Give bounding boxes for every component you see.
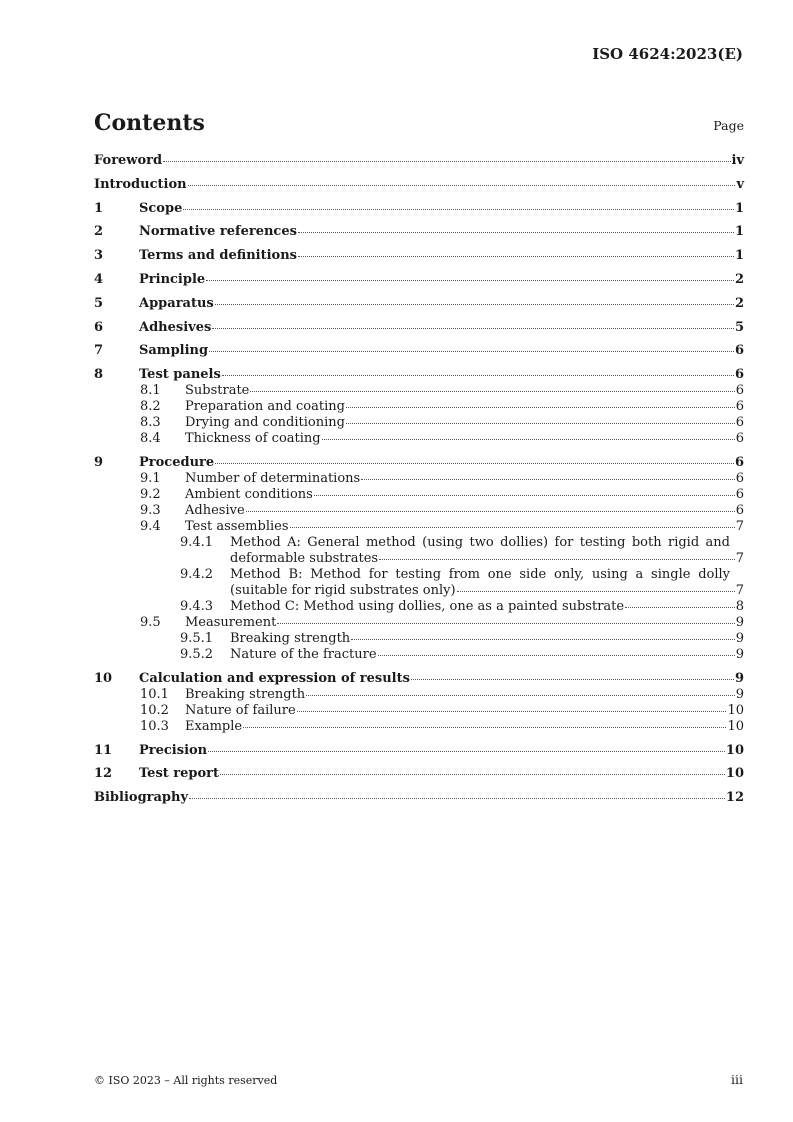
toc-entry[interactable] <box>94 687 744 703</box>
toc-entry-page: 10 <box>727 718 744 734</box>
toc-entry-page: 12 <box>725 790 744 806</box>
toc-entry-text <box>94 153 744 169</box>
toc-entry-number: 9.5.2 <box>180 646 214 662</box>
toc-entry-line2 <box>230 583 744 599</box>
toc-entry-page: 7 <box>735 582 744 598</box>
toc-entry[interactable] <box>94 367 744 383</box>
toc-entry-text <box>185 503 744 519</box>
toc-entry-label: Ambient conditions <box>185 486 313 502</box>
toc-entry-page: 10 <box>725 766 744 782</box>
toc-entry-page: 6 <box>735 502 744 518</box>
toc-entry-label: Drying and conditioning <box>185 415 345 431</box>
toc-entry-label: Test report <box>139 766 220 782</box>
toc-entry-label: Nature of failure <box>185 702 296 718</box>
toc-entry[interactable] <box>94 719 744 735</box>
toc-entry-text <box>139 766 744 782</box>
toc-entry-number: 9.1 <box>140 470 161 486</box>
toc-entry-page: 6 <box>735 431 744 447</box>
toc-entry-page: 6 <box>735 486 744 502</box>
dot-leader <box>208 751 725 752</box>
dot-leader <box>378 655 735 656</box>
dot-leader <box>298 256 734 257</box>
toc-entry[interactable] <box>94 455 744 471</box>
toc-entry-number: 6 <box>94 319 104 335</box>
toc-entry-text <box>185 431 744 447</box>
toc-entry-page: 8 <box>735 598 744 614</box>
toc-entry-page: 1 <box>734 200 744 216</box>
toc-entry-text <box>139 343 744 359</box>
dot-leader <box>277 623 734 624</box>
dot-leader <box>457 591 735 592</box>
toc-entry[interactable] <box>94 248 744 264</box>
dot-leader <box>243 727 726 728</box>
toc-entry[interactable] <box>94 535 744 567</box>
toc-entry-number: 7 <box>94 343 104 359</box>
toc-entry-number: 9 <box>94 454 104 470</box>
toc-entry-label: Test assemblies <box>185 518 289 534</box>
toc-entry[interactable] <box>94 703 744 719</box>
dot-leader <box>411 679 734 680</box>
toc-entry[interactable] <box>94 647 744 663</box>
toc-entry-number: 10.3 <box>140 718 169 734</box>
toc-entry-line2 <box>230 551 744 567</box>
toc-entry-page: 10 <box>725 742 744 758</box>
toc-entry[interactable] <box>94 320 744 336</box>
toc-entry[interactable] <box>94 567 744 599</box>
toc-entry-label: Precision <box>139 742 208 758</box>
toc-entry-number: 8.2 <box>140 399 161 415</box>
toc-entry[interactable] <box>94 383 744 399</box>
toc-entry-number: 10.1 <box>140 686 169 702</box>
toc-entry-text <box>185 519 744 535</box>
toc-entry-number: 9.4.1 <box>180 534 214 550</box>
toc-entry-text <box>185 687 744 703</box>
toc-entry-label: Substrate <box>185 383 250 399</box>
toc-entry-number: 9.2 <box>140 486 161 502</box>
toc-entry[interactable] <box>94 296 744 312</box>
toc-entry[interactable] <box>94 343 744 359</box>
toc-entry[interactable] <box>94 519 744 535</box>
toc-entry-text <box>139 248 744 264</box>
toc-entry-text <box>139 320 744 336</box>
toc-entry[interactable] <box>94 272 744 288</box>
toc-entry-text <box>230 535 744 567</box>
toc-entry-text <box>230 599 744 615</box>
toc-entry-label: Breaking strength <box>230 630 351 646</box>
toc-entry-label: Principle <box>139 271 206 287</box>
toc-entry-text <box>185 471 744 487</box>
dot-leader <box>212 328 734 329</box>
toc-entry-text <box>94 790 744 806</box>
toc-entry-label-continued: deformable substrates <box>230 550 379 566</box>
toc-entry-page: 9 <box>735 646 744 662</box>
toc-entry[interactable] <box>94 487 744 503</box>
toc-entry-label: Scope <box>139 200 183 216</box>
toc-entry-text <box>185 487 744 503</box>
dot-leader <box>314 495 735 496</box>
toc-entry[interactable] <box>94 766 744 782</box>
toc-entry-label: Method B: Method for testing from one side only, using a single dolly <box>230 566 730 582</box>
toc-entry-text <box>185 415 744 431</box>
toc-entry-text <box>185 615 744 631</box>
toc-entry-page: 9 <box>734 670 744 686</box>
dot-leader <box>206 280 734 281</box>
document-id: ISO 4624:2023(E) <box>592 45 743 63</box>
toc-entry-label: Calculation and expression of results <box>139 670 410 686</box>
toc-entry[interactable] <box>94 431 744 447</box>
toc-entry[interactable] <box>94 471 744 487</box>
dot-leader <box>322 439 735 440</box>
toc-entry-page: 6 <box>735 383 744 399</box>
toc-entry-label: Procedure <box>139 454 215 470</box>
dot-leader <box>215 304 734 305</box>
dot-leader <box>346 423 735 424</box>
toc-entry-number: 5 <box>94 295 104 311</box>
dot-leader <box>163 161 730 162</box>
toc-entry-number: 9.4.3 <box>180 598 214 614</box>
toc-entry-page: 5 <box>734 319 744 335</box>
toc-entry-label: Example <box>185 718 243 734</box>
toc-entry-page: 6 <box>734 454 744 470</box>
toc-entry-text <box>139 743 744 759</box>
toc-entry-page: 9 <box>735 614 744 630</box>
toc-entry[interactable] <box>94 743 744 759</box>
toc-entry-text <box>185 703 744 719</box>
toc-entry-text <box>139 296 744 312</box>
toc-entry-number: 9.3 <box>140 502 161 518</box>
toc-entry[interactable] <box>94 201 744 217</box>
toc-entry-label: Introduction <box>94 176 187 192</box>
toc-entry-text <box>139 671 744 687</box>
toc-entry[interactable] <box>94 177 744 193</box>
toc-entry-page: 6 <box>735 415 744 431</box>
dot-leader <box>183 209 734 210</box>
toc-entry-page: iv <box>731 153 744 168</box>
toc-entry[interactable] <box>94 615 744 631</box>
toc-entry-label-continued: (suitable for rigid substrates only) <box>230 582 456 598</box>
toc-entry-page: 9 <box>735 686 744 702</box>
toc-entry-number: 9.4 <box>140 518 161 534</box>
toc-entry-number: 8.1 <box>140 383 161 399</box>
toc-entry-page: 2 <box>734 271 744 287</box>
toc-entry-text <box>230 647 744 663</box>
dot-leader <box>222 375 734 376</box>
toc-entry-number: 4 <box>94 271 104 287</box>
table-of-contents <box>94 153 744 806</box>
toc-entry-label: Test panels <box>139 367 221 383</box>
toc-entry[interactable] <box>94 224 744 240</box>
dot-leader <box>246 511 735 512</box>
dot-leader <box>297 711 727 712</box>
toc-entry-label: Number of determinations <box>185 470 361 486</box>
toc-entry[interactable] <box>94 399 744 415</box>
toc-entry-number: 1 <box>94 200 104 216</box>
toc-entry-label: Foreword <box>94 153 163 168</box>
toc-entry-page: 6 <box>735 399 744 415</box>
toc-entry-page: 6 <box>735 470 744 486</box>
toc-entry-text <box>139 455 744 471</box>
toc-entry[interactable] <box>94 599 744 615</box>
dot-leader <box>298 232 734 233</box>
dot-leader <box>290 527 735 528</box>
dot-leader <box>361 479 735 480</box>
toc-entry-label: Preparation and coating <box>185 399 345 415</box>
toc-entry-number: 8.3 <box>140 415 161 431</box>
toc-entry-label: Normative references <box>139 224 297 240</box>
dot-leader <box>351 639 735 640</box>
toc-entry-label: Thickness of coating <box>185 431 321 447</box>
toc-entry-text <box>139 272 744 288</box>
toc-entry[interactable] <box>94 631 744 647</box>
toc-entry-page: 7 <box>735 550 744 566</box>
toc-entry-label: Method C: Method using dollies, one as a painted substrate <box>230 598 625 614</box>
toc-entry-page: 7 <box>735 518 744 534</box>
toc-entry-text <box>230 631 744 647</box>
toc-entry-label: Bibliography <box>94 790 189 806</box>
toc-entry-page: 6 <box>734 343 744 359</box>
toc-entry-label: Apparatus <box>139 295 214 311</box>
toc-entry-number: 3 <box>94 248 104 264</box>
toc-entry-page: 10 <box>727 702 744 718</box>
dot-leader <box>215 463 734 464</box>
toc-entry-label: Sampling <box>139 343 209 359</box>
toc-entry-page: 6 <box>734 367 744 383</box>
dot-leader <box>306 695 735 696</box>
page-column-label: Page <box>713 118 744 133</box>
page-number: iii <box>731 1072 743 1087</box>
toc-entry-page: 1 <box>734 248 744 264</box>
toc-entry-number: 11 <box>94 742 113 758</box>
toc-entry-page: 2 <box>734 295 744 311</box>
toc-entry-number: 8 <box>94 367 104 383</box>
toc-entry-label: Breaking strength <box>185 686 306 702</box>
toc-entry-number: 9.5.1 <box>180 630 214 646</box>
dot-leader <box>209 351 734 352</box>
toc-entry-number: 9.5 <box>140 614 161 630</box>
toc-entry-number: 10.2 <box>140 702 169 718</box>
toc-entry-text <box>139 201 744 217</box>
toc-entry-text <box>139 224 744 240</box>
toc-entry-label: Nature of the fracture <box>230 646 377 662</box>
toc-entry-text <box>185 399 744 415</box>
toc-entry-page: 1 <box>734 224 744 240</box>
toc-entry-text <box>139 367 744 383</box>
copyright-notice: © ISO 2023 – All rights reserved <box>94 1074 278 1087</box>
toc-entry-page: 9 <box>735 630 744 646</box>
dot-leader <box>188 185 736 186</box>
dot-leader <box>189 798 725 799</box>
dot-leader <box>379 559 735 560</box>
toc-entry[interactable] <box>94 790 744 806</box>
toc-entry-page: v <box>736 176 744 192</box>
toc-entry-number: 12 <box>94 766 113 782</box>
toc-entry-number: 10 <box>94 670 113 686</box>
toc-entry[interactable] <box>94 153 744 169</box>
toc-entry[interactable] <box>94 415 744 431</box>
toc-entry-text <box>230 567 744 599</box>
toc-entry-number: 9.4.2 <box>180 566 214 582</box>
toc-entry[interactable] <box>94 671 744 687</box>
contents-heading-row <box>94 110 744 136</box>
toc-entry-number: 8.4 <box>140 431 161 447</box>
page-title: Contents <box>94 110 205 136</box>
toc-entry-label: Terms and definitions <box>139 248 297 264</box>
toc-entry-label: Adhesives <box>139 319 212 335</box>
dot-leader <box>250 391 734 392</box>
toc-entry-number: 2 <box>94 224 104 240</box>
toc-entry-text <box>94 177 744 193</box>
dot-leader <box>220 774 725 775</box>
dot-leader <box>346 407 735 408</box>
toc-entry-text <box>185 383 744 399</box>
toc-entry[interactable] <box>94 503 744 519</box>
toc-entry-label: Measurement <box>185 614 277 630</box>
dot-leader <box>625 607 735 608</box>
toc-entry-label: Method A: General method (using two dollies) for testing both rigid and <box>230 534 730 550</box>
toc-entry-label: Adhesive <box>185 502 245 518</box>
toc-entry-text <box>185 719 744 735</box>
